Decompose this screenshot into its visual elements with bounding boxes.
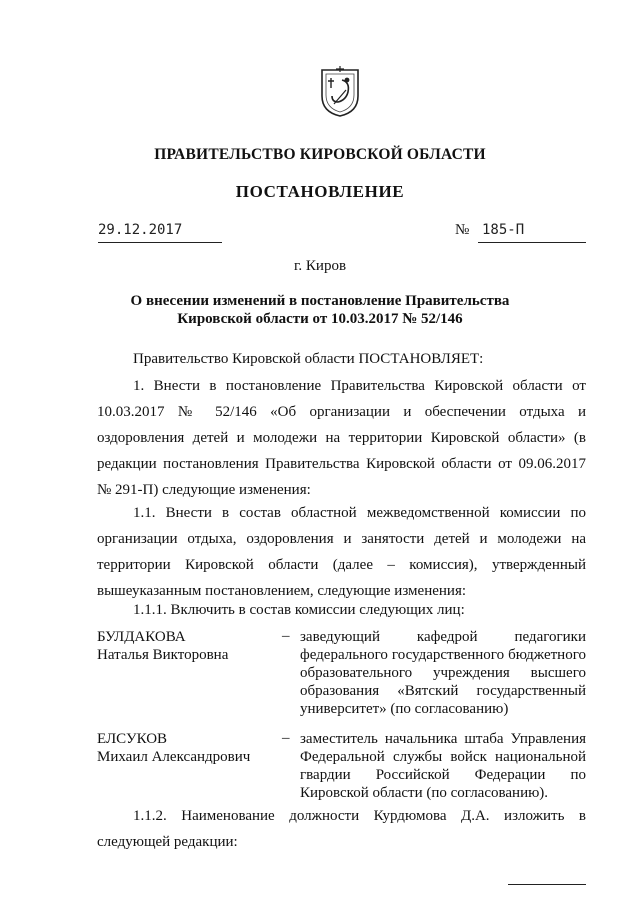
member-role: заведующий кафедрой педагогики федерального государственного бюджетного образовательного учреждения высшего образования «Вятский государственный университет» (по согласованию) — [300, 629, 586, 717]
government-name: ПРАВИТЕЛЬСТВО КИРОВСКОЙ ОБЛАСТИ — [154, 146, 486, 163]
document-date: 29.12.2017 — [98, 222, 222, 243]
decree-statement: Правительство Кировской области ПОСТАНОВЛЯЕТ: — [133, 351, 484, 367]
subject-line-1: О внесении изменений в постановление Правительства — [130, 293, 510, 309]
member-surname: ЕЛСУКОВ — [97, 731, 168, 747]
member-surname: БУЛДАКОВА — [97, 629, 186, 645]
paragraph-1-1-1: 1.1.1. Включить в состав комиссии следующих лиц: — [133, 602, 465, 618]
paragraph-1: 1. Внести в постановление Правительства Кировской области от 10.03.2017 № 52/146 «Об организации и обеспечении отдыха и оздоровления детей и молодежи на территории Кировской области» (в редакции постановления Правительства Кировской области от 09.06.2017 № 291-П) следующие изменения: — [97, 378, 586, 498]
document-subject — [0, 292, 640, 328]
coat-of-arms-icon — [320, 66, 360, 118]
number-label: № — [455, 222, 470, 238]
city: г. Киров — [293, 258, 347, 274]
subject-line-2: Кировской области от 10.03.2017 № 52/146 — [177, 311, 463, 327]
document-type: ПОСТАНОВЛЕНИЕ — [235, 182, 405, 201]
member-name-block — [97, 730, 250, 766]
member-name-block — [97, 628, 228, 664]
paragraph-1-1-2: 1.1.2. Наименование должности Курдюмова Д.А. изложить в следующей редакции: — [97, 808, 586, 850]
member-dash: – — [282, 730, 290, 746]
document-number: 185-П — [478, 222, 586, 243]
member-role: заместитель начальника штаба Управления Федеральной службы войск национальной гвардии Российской Федерации по Кировской области (по согласованию). — [300, 731, 586, 801]
footer-rule — [508, 884, 586, 885]
paragraph-1-1: 1.1. Внести в состав областной межведомственной комиссии по организации отдыха, оздоровления и занятости детей и молодежи на территории Кировской области (далее – комиссия), утвержденный вышеуказанным постановлением, следующие изменения: — [97, 505, 586, 599]
member-given-name: Наталья Викторовна — [97, 647, 229, 663]
member-dash: – — [282, 628, 290, 644]
member-given-name: Михаил Александрович — [97, 749, 251, 765]
